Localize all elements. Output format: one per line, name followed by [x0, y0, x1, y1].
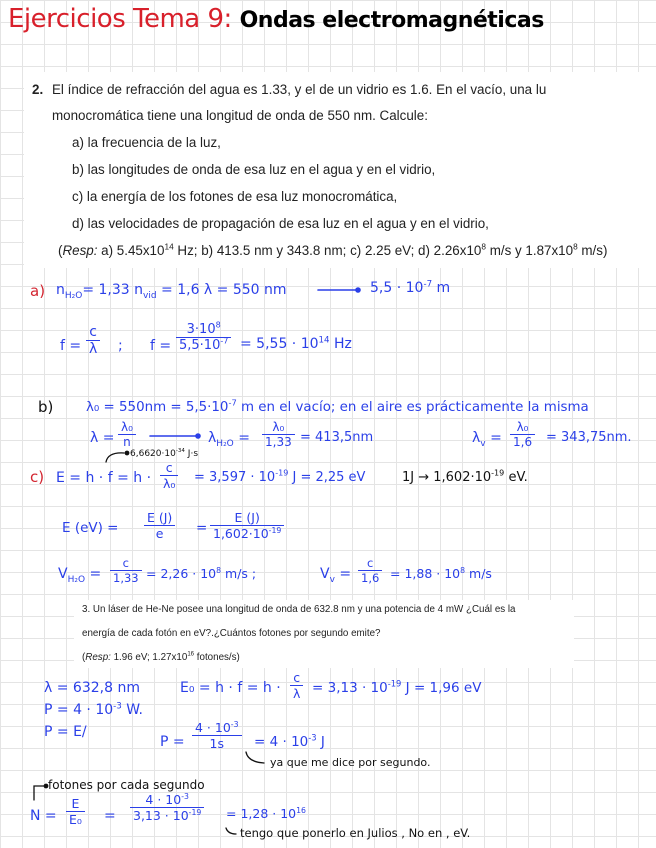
- hw-v-frac2-num: c: [366, 556, 374, 570]
- hw-e-frac1-den: e: [144, 525, 175, 541]
- hw-p3-power-exp: -3: [113, 701, 122, 712]
- resp-c-exp: 8: [573, 241, 578, 252]
- page-title: [8, 4, 544, 34]
- hw-p3-p2-num-val: 4 · 10: [195, 720, 231, 735]
- problem-3-statement: [74, 600, 574, 668]
- hw-a-vid-sub: vid: [143, 290, 157, 301]
- hw-p3-n-frac1-num: E: [71, 796, 80, 811]
- hw-b-frac2-den: 1,33: [262, 434, 295, 449]
- hw-f-frac: [86, 324, 100, 357]
- hw-f-num: c: [89, 324, 97, 340]
- hw-planck-unit: J·s: [184, 449, 199, 459]
- hw-b-label: b): [38, 398, 54, 416]
- hw-p3-e0-num: c: [293, 670, 301, 685]
- hw-e-frac1: [144, 510, 175, 541]
- hw-f-lhs: f =: [60, 338, 82, 354]
- hw-c-result: [194, 470, 365, 485]
- hw-f-calc-num: [176, 322, 231, 337]
- hw-b-frac1-num: λ₀: [121, 420, 133, 434]
- hw-v-glass-eq: =: [334, 566, 352, 582]
- hw-c-conv-val: 1J → 1,602·10: [402, 470, 492, 485]
- hw-p3-e0-den: λ: [290, 685, 303, 701]
- hw-c-frac-den: λ₀: [160, 475, 178, 491]
- hw-p3-p2-exp: -3: [308, 732, 317, 743]
- hw-v-glass-sub: v: [329, 574, 335, 585]
- hw-p3-n-frac2-num-exp: -3: [181, 791, 189, 801]
- hw-p3-n-exp: 16: [296, 805, 306, 815]
- hw-p3-note2: tengo que ponerlo en Julios , No en , eV.: [240, 826, 471, 840]
- hw-e-frac1-num: E (J): [147, 510, 173, 525]
- hw-p3-power: [44, 702, 143, 718]
- hw-v-water-unit: m/s ;: [221, 566, 257, 581]
- hw-b-water-eq: =: [233, 430, 250, 446]
- hw-b-frac2: [262, 420, 295, 449]
- p3-resp-end: fotones/s): [194, 652, 240, 663]
- resp-c: m/s y 1.87x10: [485, 243, 574, 258]
- hw-p3-e0-unit: J = 1,96 eV: [401, 680, 482, 696]
- hw-b-lambda: λ =: [90, 430, 115, 446]
- hw-v-glass-result-val: = 1,88 · 10: [390, 566, 461, 581]
- resp-b-exp: 8: [481, 241, 486, 252]
- hw-p3-e0-result: [312, 680, 481, 696]
- p3-line-1: 3. Un láser de He-Ne posee una longitud de onda de 632.8 nm y una potencia de 4 mW ¿Cuál es la: [82, 604, 516, 615]
- hw-p3-e0-result-val: = 3,13 · 10: [312, 680, 388, 696]
- hw-p3-lambda: λ = 632,8 nm: [44, 680, 140, 696]
- hw-v-glass: [320, 566, 351, 585]
- hw-p3-n-frac1: [66, 796, 85, 827]
- hw-v-water-result-val: = 2,26 · 10: [146, 566, 217, 581]
- hw-b-water-lhs: λ: [208, 430, 217, 446]
- hw-p3-n-lhs: N =: [30, 808, 57, 824]
- hw-p3-p-eq: P = E/: [44, 724, 87, 740]
- item-b: b) las longitudes de onda de esa luz en el agua y en el vidrio,: [72, 162, 436, 177]
- resp-d: m/s): [577, 243, 608, 258]
- hw-b-glass-result: = 343,75nm.: [546, 430, 632, 445]
- hw-f-calc-num-val: 3·10: [186, 322, 216, 337]
- hw-b-line-exp: -7: [228, 397, 237, 408]
- hw-f-calc-num-exp: 8: [215, 320, 221, 330]
- hw-v-glass-exp: 8: [460, 565, 466, 575]
- hw-v-water-lhs: V: [58, 566, 68, 582]
- hw-p3-e0-exp: -19: [387, 678, 402, 689]
- answer-line: (Resp: a) $5.45x10^{14}$ Hz; b) 413.5 nm y 343.8 nm; c) 2.25 eV; d) $2.26x10^8$ m/s y $1.87x10^8$ m/s): [58, 241, 608, 258]
- hw-b-glass: [472, 430, 502, 449]
- hw-v-water-sub: H₂O: [67, 574, 86, 585]
- hw-v-water-result: [146, 566, 256, 581]
- hw-e-frac2-num: E (J): [234, 510, 260, 525]
- hw-b-glass-lhs: λ: [472, 430, 481, 446]
- hw-f-calc-den-exp: -7: [220, 336, 229, 346]
- hw-b-water: [208, 430, 250, 449]
- hw-c-conv-unit: eV.: [504, 470, 528, 485]
- note2-arrow: [226, 828, 236, 834]
- hw-p3-e0-frac: [290, 670, 303, 701]
- note1-arrow: [246, 752, 264, 763]
- hw-p3-n-frac2-num: [130, 792, 204, 807]
- hw-p3-n-frac1-den: E₀: [66, 811, 85, 827]
- hw-b-line-val: λ₀ = 550nm = 5,5·10: [86, 400, 229, 415]
- hw-c-result-val: = 3,597 · 10: [194, 470, 276, 485]
- hw-p3-n-result: [226, 806, 306, 821]
- item-a: a) la frecuencia de la luz,: [72, 135, 221, 150]
- hw-e-frac2-den-val: 1,602·10: [213, 526, 269, 541]
- hw-p3-p2-frac: [192, 720, 242, 751]
- hw-f-calc-result-val: = 5,55 · 10: [240, 336, 319, 352]
- problem-line-1: El índice de refracción del agua es 1.33, y el de un vidrio es 1.6. En el vacío, una lu: [52, 82, 547, 97]
- problem-number: 2.: [32, 82, 44, 97]
- hw-v-frac1-num: c: [122, 556, 129, 570]
- hw-p3-n-eq: =: [104, 808, 116, 824]
- hw-e-frac2-den: [210, 525, 284, 541]
- hw-b-frac2-num: λ₀: [272, 420, 285, 434]
- hw-v-frac1-den: 1,33: [110, 570, 142, 585]
- hw-b-water-result: = 413,5nm: [300, 430, 374, 445]
- fotones-arrow: [34, 786, 44, 800]
- hw-p3-p2-den: 1s: [192, 735, 242, 751]
- hw-f-calc-den: [176, 337, 231, 353]
- hw-a-result: [370, 280, 450, 296]
- hw-e-eq: =: [196, 520, 208, 536]
- hw-p3-fotones: fotones por cada segundo: [48, 778, 205, 792]
- title-red: Ejercicios Tema 9:: [8, 4, 232, 34]
- resp-a: a) 5.45x10: [97, 243, 165, 258]
- hw-p3-p2-num: [192, 720, 242, 735]
- planck-dot: [125, 451, 130, 456]
- hw-v-water-eq: =: [85, 566, 102, 582]
- hw-p3-e0: E₀ = h · f = h ·: [180, 680, 281, 696]
- hw-f-calc-frac: [176, 322, 231, 353]
- hw-c-frac-num: c: [165, 460, 173, 475]
- hw-b-frac1: [118, 420, 136, 449]
- hw-p3-p2-num-exp: -3: [230, 719, 239, 729]
- hw-b-line: [86, 397, 589, 415]
- p3-answer: (Resp: 1.96 eV; $1.27x10^{16}$ fotones/s): [82, 651, 240, 663]
- hw-a-n-sub: H₂O: [64, 290, 83, 301]
- hw-b-line-rest: m en el vacío; en el aire es prácticamente la misma: [236, 400, 589, 415]
- resp-a-exp: 14: [164, 241, 174, 252]
- hw-e-frac2-den-exp: -19: [268, 525, 282, 535]
- hw-v-frac1: [110, 556, 142, 585]
- p3-resp-label: Resp:: [85, 652, 111, 663]
- p3-resp-text: 1.96 eV; 1.27x10: [110, 652, 188, 663]
- hw-p3-p2-result-val: = 4 · 10: [254, 734, 309, 750]
- hw-planck-exp: -34: [175, 448, 185, 454]
- hw-f-calc-den-val: 5,5·10: [179, 338, 221, 353]
- hw-p3-n-frac2-den: [130, 807, 204, 823]
- p3-resp-exp: 16: [187, 651, 195, 658]
- hw-f-calc-lhs: f =: [150, 338, 172, 354]
- item-d: d) las velocidades de propagación de esa luz en el agua y en el vidrio,: [72, 216, 489, 231]
- hw-v-glass-result: [390, 566, 492, 581]
- hw-b-water-sub: H₂O: [216, 438, 234, 449]
- hw-e-lhs: E (eV) =: [62, 520, 119, 536]
- arrow-heads: [195, 287, 361, 439]
- item-c: c) la energía de los fotones de esa luz monocromática,: [72, 189, 398, 204]
- hw-f-calc-unit: Hz: [329, 336, 352, 352]
- resp-label: Resp:: [62, 243, 98, 258]
- hw-p3-n-frac2-den-exp: -19: [188, 807, 202, 817]
- hw-f-calc-result: [240, 336, 352, 352]
- hw-v-water-exp: 8: [216, 565, 222, 575]
- hw-a-n: n: [56, 282, 65, 298]
- hw-c-result-exp: -19: [275, 468, 289, 478]
- hw-planck-note: [130, 449, 198, 459]
- hw-p3-p2-unit: J: [316, 734, 325, 750]
- hw-p3-n-frac2-num-val: 4 · 10: [145, 792, 182, 807]
- hw-p3-note1: ya que me dice por segundo.: [270, 756, 431, 769]
- hw-p3-n-frac2-den-val: 3,13 · 10: [133, 808, 189, 823]
- hw-e-frac2: [210, 510, 284, 541]
- arrow-b-dot: [195, 433, 201, 439]
- hw-b-glass-sub: v: [480, 438, 486, 449]
- title-black: Ondas electromagnéticas: [239, 8, 544, 33]
- hw-semicolon: ;: [118, 338, 123, 354]
- problem-2-statement: [24, 72, 656, 268]
- hw-p3-p2-lhs: P =: [160, 734, 185, 750]
- hw-planck-val: 6,6620·10: [130, 449, 176, 459]
- hw-c-result-unit: J = 2,25 eV: [288, 470, 366, 485]
- hw-p3-power-unit: W.: [121, 702, 143, 718]
- hw-c-frac: [160, 460, 178, 491]
- hw-b-frac3-den: 1,6: [510, 434, 535, 449]
- problem-line-2: monocromática tiene una longitud de onda de 550 nm. Calcule:: [52, 108, 428, 123]
- hw-b-frac3-num: λ₀: [516, 420, 529, 434]
- hw-c-conv: [402, 470, 528, 485]
- hw-a-result-exp: -7: [423, 279, 433, 290]
- hw-v-frac2: [358, 556, 382, 585]
- hw-c-line: E = h · f = h ·: [56, 470, 152, 486]
- hw-a-result-unit: m: [432, 280, 451, 296]
- hw-v-water: [58, 566, 101, 585]
- hw-c-label: c): [30, 468, 45, 486]
- hw-v-glass-unit: m/s: [465, 566, 492, 581]
- hw-f-calc-result-exp: 14: [318, 335, 330, 346]
- hw-f-den: λ: [86, 340, 100, 357]
- resp-b: Hz; b) 413.5 nm y 343.8 nm; c) 2.25 eV; d) 2.26x10: [173, 243, 482, 258]
- hw-p3-n-frac2: [130, 792, 204, 823]
- hw-p3-power-val: P = 4 · 10: [44, 702, 114, 718]
- hw-a-label: a): [30, 282, 46, 300]
- hw-v-glass-lhs: V: [320, 566, 330, 582]
- hw-a-data2: = 1,33 n: [82, 282, 144, 298]
- hw-c-conv-exp: -19: [491, 468, 505, 478]
- hw-v-frac2-den: 1,6: [358, 570, 382, 585]
- hw-p3-n-result-val: = 1,28 · 10: [226, 806, 297, 821]
- p3-line-2: energía de cada fotón en eV?.¿Cuántos fotones por segundo emite?: [82, 628, 381, 639]
- arrow-a-dot: [355, 287, 361, 293]
- hw-a-data: [56, 282, 287, 301]
- planck-note-arrow: [106, 453, 124, 462]
- hw-b-frac3: [510, 420, 535, 449]
- hw-a-result-val: 5,5 · 10: [370, 280, 424, 296]
- hw-b-frac1-den: n: [118, 434, 136, 449]
- hw-p3-p2-result: [254, 734, 325, 750]
- hw-a-data3: = 1,6 λ = 550 nm: [156, 282, 287, 298]
- hw-b-glass-eq: =: [485, 430, 502, 446]
